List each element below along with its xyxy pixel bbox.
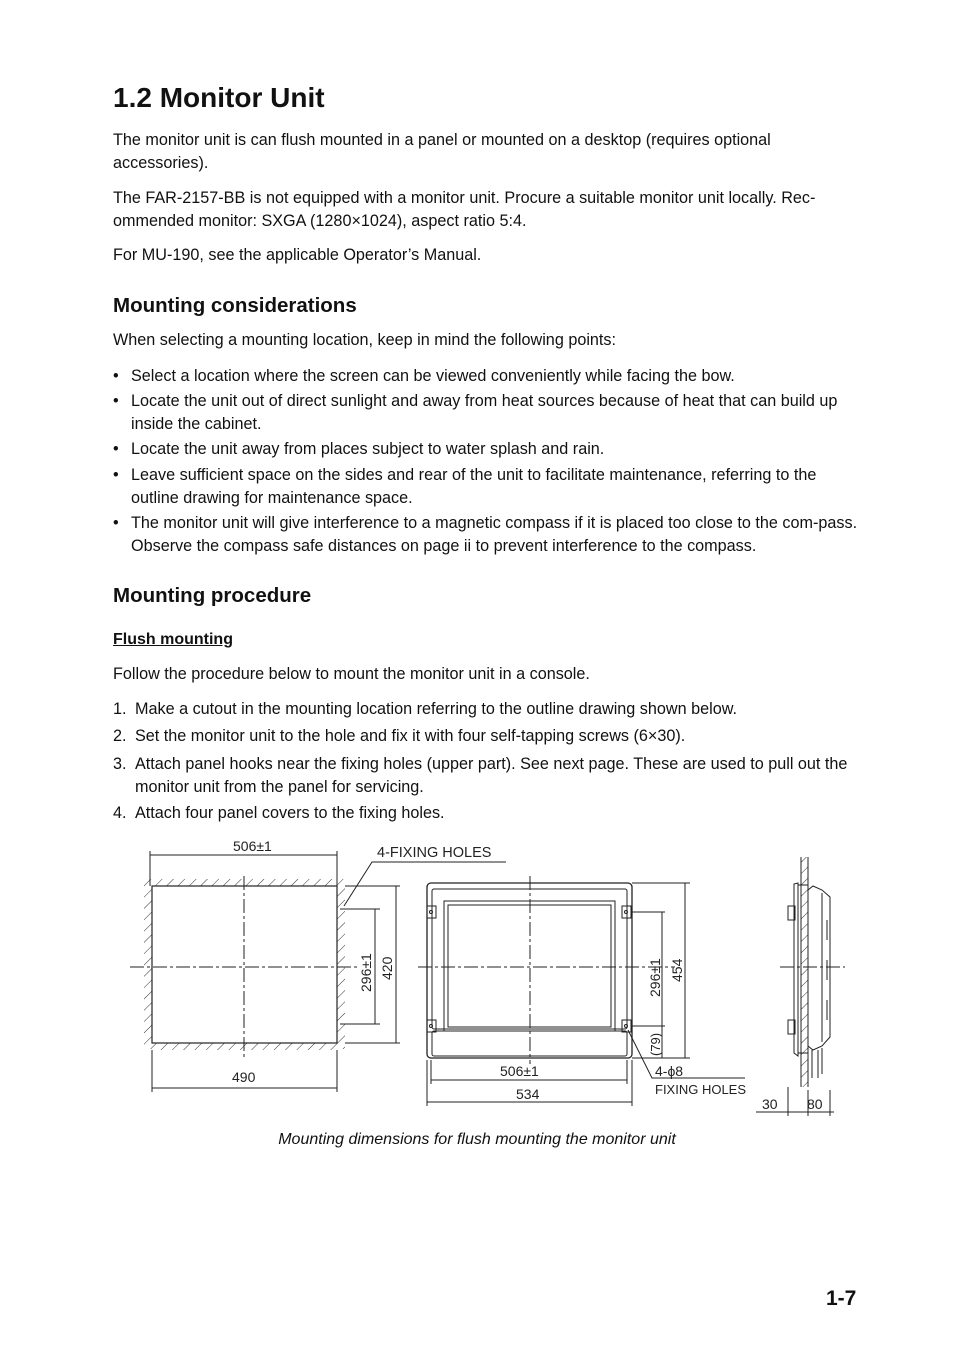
hole-spacing-label: 296±1 — [358, 953, 374, 992]
cutout-width-label: 506±1 — [233, 838, 272, 854]
procedure-heading: Mounting procedure — [113, 584, 312, 607]
front-offset-label: (79) — [648, 1032, 663, 1056]
cutout-height-label: 420 — [379, 956, 395, 980]
list-item-text: Select a location where the screen can be viewed conveniently while facing the bow. — [131, 367, 735, 385]
list-item-text: Leave sufficient space on the sides and rear of the unit to facilitate maintenance, referring to the outline drawing for maintenance space. — [131, 466, 817, 507]
fixing-holes-label: 4-FIXING HOLES — [377, 845, 492, 861]
step-number: 4. — [113, 804, 127, 822]
side-rear-depth-label: 80 — [807, 1096, 823, 1112]
bullet: • — [113, 440, 119, 458]
step-text: Attach panel hooks near the fixing holes (upper part). See next page. These are used to pull out the monitor unit from the panel for servicing. — [135, 755, 848, 796]
page-number: 1-7 — [826, 1287, 857, 1310]
list-item-text: Locate the unit out of direct sunlight and away from heat sources because of heat that can build up inside the cabinet. — [131, 392, 838, 433]
step-number: 3. — [113, 755, 127, 773]
procedure-lead: Follow the procedure below to mount the monitor unit in a console. — [113, 665, 590, 683]
hole-diameter-label: 4-ϕ8 — [655, 1063, 684, 1079]
step-text: Make a cutout in the mounting location referring to the outline drawing shown below. — [135, 700, 737, 718]
bullet: • — [113, 392, 119, 410]
front-hole-spacing-label: 296±1 — [647, 958, 663, 997]
step-text: Attach four panel covers to the fixing holes. — [135, 804, 445, 822]
considerations-lead: When selecting a mounting location, keep in mind the following points: — [113, 331, 617, 349]
figure-caption: Mounting dimensions for flush mounting the monitor unit — [278, 1131, 676, 1148]
step-text: Set the monitor unit to the hole and fix it with four self-tapping screws (6×30). — [135, 727, 686, 745]
panel-width-label: 490 — [232, 1069, 256, 1085]
step-number: 2. — [113, 727, 127, 745]
monitor-side-view — [756, 857, 845, 1116]
monitor-front-view — [418, 876, 745, 1106]
side-front-depth-label: 30 — [762, 1096, 778, 1112]
front-width-label: 534 — [516, 1086, 540, 1102]
page-title: 1.2 Monitor Unit — [113, 82, 325, 113]
step-number: 1. — [113, 700, 127, 718]
hole-type-label: FIXING HOLES — [655, 1082, 747, 1097]
intro-paragraph-2: The FAR-2157-BB is not equipped with a monitor unit. Procure a suitable monitor unit locally. Rec-ommended monitor: SXGA (1280×1024), aspect ratio 5:4. — [113, 189, 816, 230]
front-hole-spacing-h-label: 506±1 — [500, 1063, 539, 1079]
flush-mounting-subheading: Flush mounting — [113, 631, 233, 648]
list-item-text: The monitor unit will give interference to a magnetic compass if it is placed too close to the com-pass. Observe the compass safe distances on page ii to prevent interference to the compass. — [131, 514, 858, 555]
bullet: • — [113, 466, 119, 484]
front-height-label: 454 — [669, 958, 685, 982]
considerations-heading: Mounting considerations — [113, 294, 357, 317]
intro-paragraph-3: For MU-190, see the applicable Operator’s Manual. — [113, 246, 482, 264]
list-item-text: Locate the unit away from places subject to water splash and rain. — [131, 440, 605, 458]
bullet: • — [113, 514, 119, 532]
bullet: • — [113, 367, 119, 385]
intro-paragraph-1: The monitor unit is can flush mounted in a panel or mounted on a desktop (requires optional accessories). — [113, 131, 771, 172]
